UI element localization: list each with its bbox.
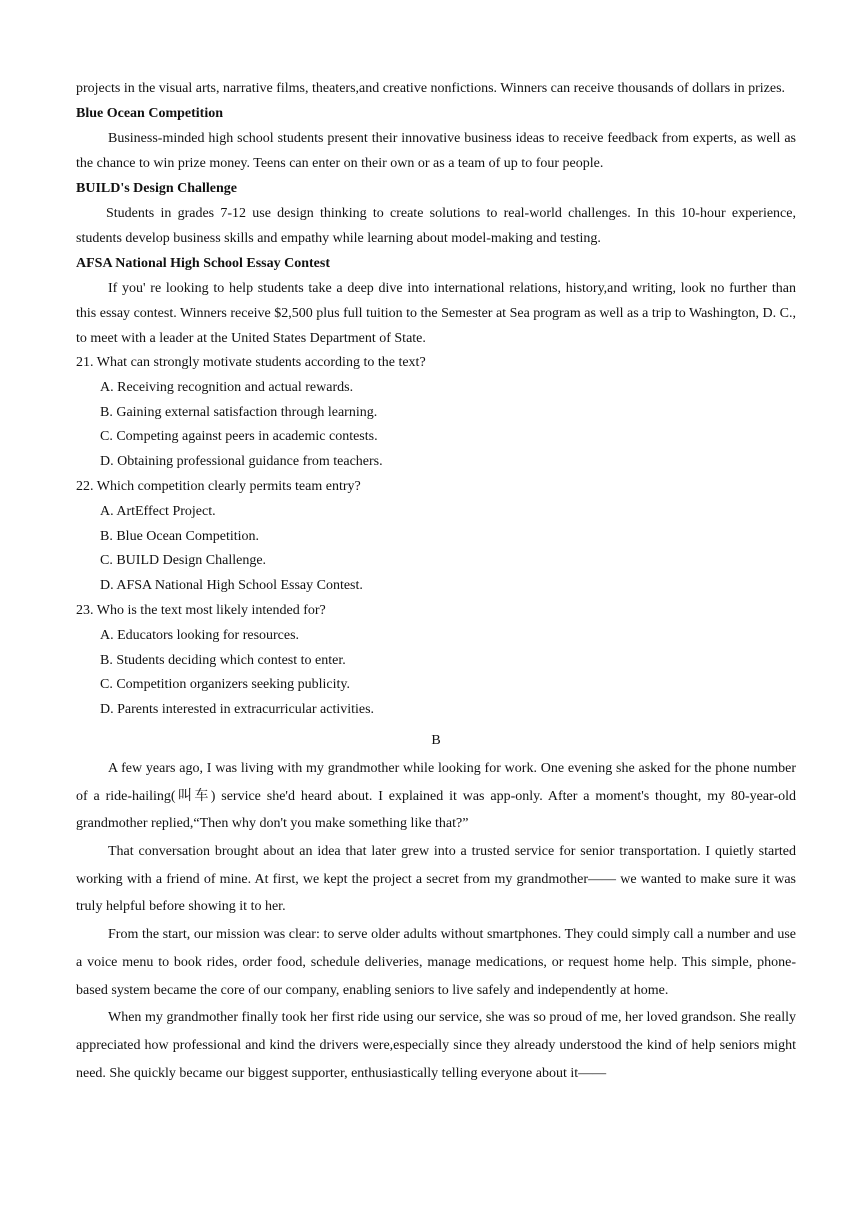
story-paragraph: When my grandmother finally took her first ride using our service, she was so proud of me, her loved grandson. She really appreciated how professional and kind the drivers were,especially since they already understood the kind of help seniors might need. She quickly became our biggest supporter, enthusiastically telling everyone about it——: [76, 1010, 796, 1081]
competition-title: Blue Ocean Competition: [76, 106, 223, 121]
question-23: [76, 599, 796, 723]
option-a: A. Educators looking for resources.: [100, 627, 300, 643]
option-a: A. Receiving recognition and actual rewards.: [100, 379, 354, 395]
story-paragraph: A few years ago, I was living with my grandmother while looking for work. One evening she asked for the phone number of a ride-hailing(叫车) service she'd heard about. I explained it was app-only. After a moment's thought, my 80-year-old grandmother replied,“Then why don't you make something like that?”: [76, 760, 796, 832]
option-a: A. ArtEffect Project.: [100, 503, 216, 519]
question-22: [76, 475, 796, 599]
intro-paragraph-tail: projects in the visual arts, narrative films, theaters,and creative nonfictions. Winners can receive thousands of dollars in prizes.: [76, 81, 786, 96]
option-d: D. AFSA National High School Essay Contest.: [100, 578, 363, 594]
option-c: C. Competing against peers in academic contests.: [100, 429, 378, 445]
document-page: [76, 76, 796, 1087]
section-heading: B: [431, 732, 441, 748]
competition-title: AFSA National High School Essay Contest: [76, 256, 330, 271]
question-21: [76, 351, 796, 475]
option-d: D. Parents interested in extracurricular activities.: [100, 702, 375, 718]
competition-description: Students in grades 7-12 use design thinking to create solutions to real-world challenges. In this 10-hour experience, students develop business skills and empathy while learning about model-making and testing.: [76, 206, 796, 246]
option-b: B. Gaining external satisfaction through learning.: [100, 404, 378, 420]
competition-afsa-essay: [76, 251, 796, 351]
competition-description: Business-minded high school students present their innovative business ideas to receive feedback from experts, as well as the chance to win prize money. Teens can enter on their own or as a team of up to four people.: [76, 131, 796, 171]
option-b: B. Students deciding which contest to enter.: [100, 652, 346, 668]
option-d: D. Obtaining professional guidance from teachers.: [100, 454, 383, 470]
option-c: C. Competition organizers seeking publicity.: [100, 677, 351, 693]
story-paragraph: That conversation brought about an idea that later grew into a trusted service for senior transportation. I quietly started working with a friend of mine. At first, we kept the project a secret from my grandmother—— we wanted to make sure it was truly helpful before showing it to her.: [76, 844, 796, 915]
competition-title: BUILD's Design Challenge: [76, 181, 238, 196]
question-stem: 21. What can strongly motivate students according to the text?: [76, 355, 426, 370]
competition-description: If you' re looking to help students take a deep dive into international relations, history,and writing, look no further than this essay contest. Winners receive $2,500 plus full tuition to the Semester at Sea program as well as a trip to Washington, D. C., to meet with a leader at the United States Department of State.: [76, 281, 796, 346]
question-stem: 23. Who is the text most likely intended for?: [76, 602, 326, 618]
section-b-passage: [76, 755, 796, 1087]
competition-build-design: [76, 176, 796, 251]
option-c: C. BUILD Design Challenge.: [100, 553, 267, 569]
competition-blue-ocean: [76, 101, 796, 176]
option-b: B. Blue Ocean Competition.: [100, 528, 260, 544]
story-paragraph: From the start, our mission was clear: to serve older adults without smartphones. They could simply call a number and use a voice menu to book rides, order food, schedule deliveries, manage medications, or request home help. This simple, phone-based system became the core of our company, enabling seniors to live safely and independently at home.: [76, 927, 796, 998]
question-stem: 22. Which competition clearly permits team entry?: [76, 478, 361, 494]
